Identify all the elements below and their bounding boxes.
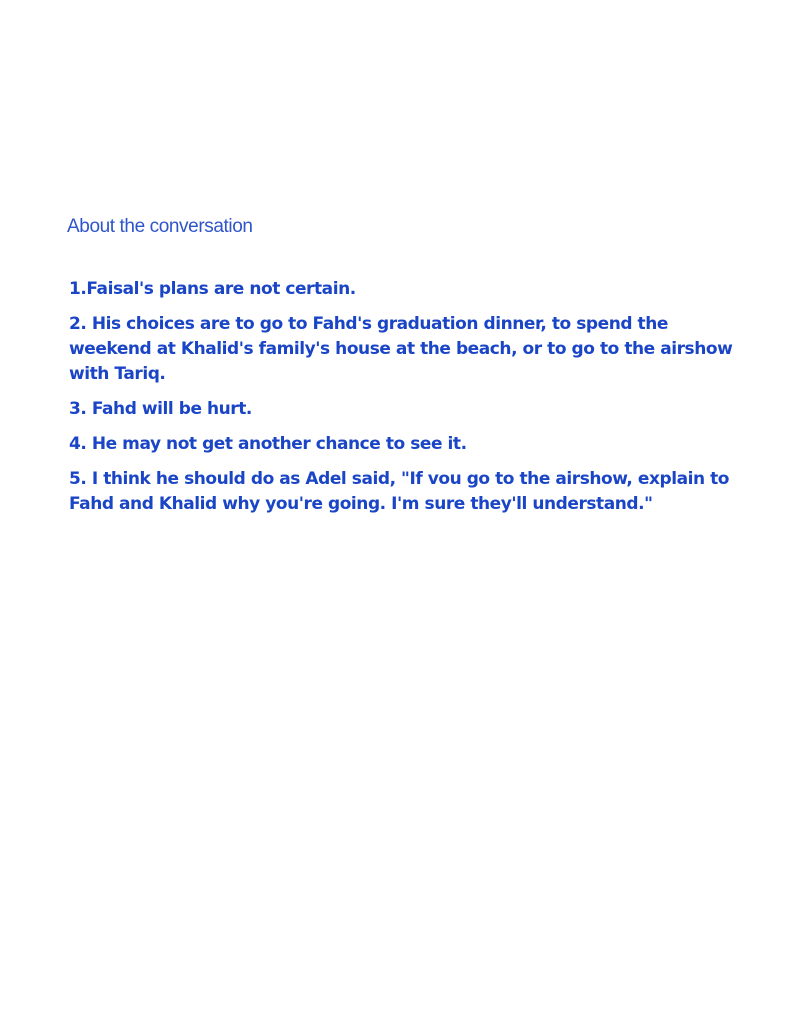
answer-item-1: 1.Faisal's plans are not certain.: [69, 279, 356, 299]
answer-item-2: 2. His choices are to go to Fahd's graduation dinner, to spend the weekend at Khalid's family's house at the beach, or to go to the airshow with Tariq.: [69, 314, 733, 384]
answer-list: [69, 277, 749, 527]
answer-item-5: 5. I think he should do as Adel said, "If vou go to the airshow, explain to Fahd and Khalid why you're going. I'm sure they'll understand.": [69, 469, 730, 514]
answer-item-4: 4. He may not get another chance to see it.: [69, 434, 467, 454]
answer-item-3: 3. Fahd will be hurt.: [69, 399, 252, 419]
section-heading: About the conversation: [67, 216, 253, 237]
